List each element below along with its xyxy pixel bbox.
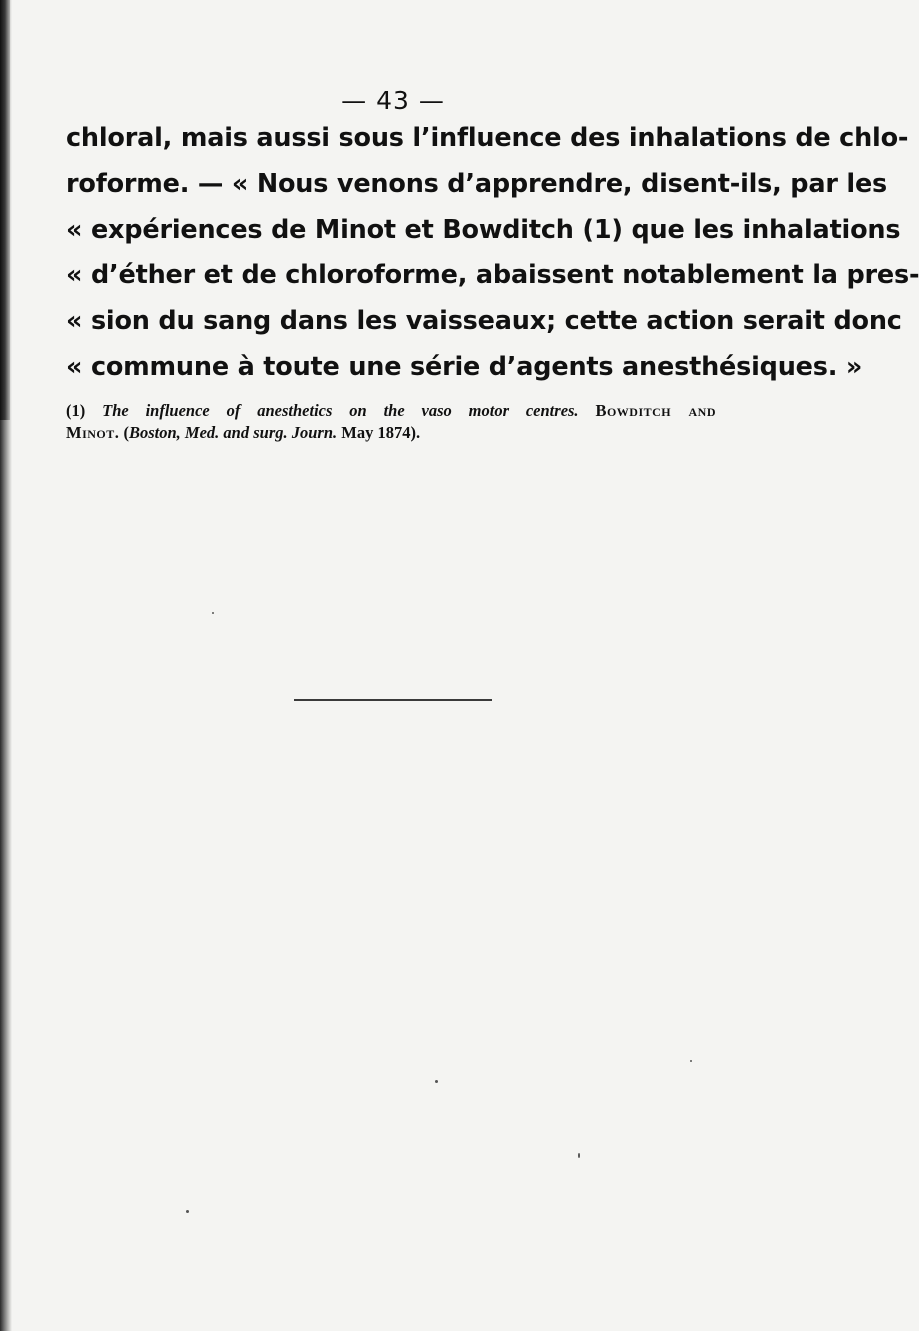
footnote-source: Boston, Med. and surg. Journ. <box>129 423 338 442</box>
paper-speck <box>578 1153 580 1158</box>
body-paragraph <box>66 116 919 391</box>
paper-speck <box>435 1080 438 1083</box>
footnote-line <box>66 422 716 444</box>
text-line: « expériences de Minot et Bowditch (1) que les inhalations <box>66 214 901 245</box>
paper-speck <box>212 612 214 614</box>
text-line: « d’éther et de chloroforme, abaissent notablement la pres- <box>66 260 919 291</box>
footnote-line <box>66 400 716 422</box>
text-line: chloral, mais aussi sous l’influence des inhalations de chlo- <box>66 123 909 153</box>
paper-speck <box>186 1210 189 1213</box>
page-number: — 43 — <box>341 86 445 115</box>
footnote-paren: ( <box>123 423 129 442</box>
binding-shadow <box>0 0 10 420</box>
text-line: roforme. — « Nous venons d’apprendre, disent-ils, par les <box>66 168 888 199</box>
footnote-authors: Bowditch and <box>595 401 716 420</box>
footnote-date: May 1874). <box>341 423 421 442</box>
paper-speck <box>690 1060 692 1062</box>
section-rule <box>294 699 492 701</box>
footnote <box>66 400 716 444</box>
footnote-author: Minot. <box>66 423 120 442</box>
footnote-marker: (1) <box>66 401 86 420</box>
text-line: « commune à toute une série d’agents anesthésiques. » <box>66 351 863 382</box>
text-line: « sion du sang dans les vaisseaux; cette action serait donc <box>66 306 902 337</box>
footnote-title: The influence of anesthetics on the vaso motor centres. <box>102 401 579 420</box>
